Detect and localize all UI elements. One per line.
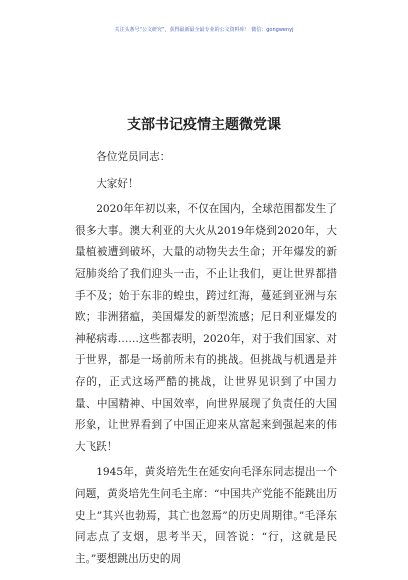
paragraph-2: 1945年，黄炎培先生在延安向毛泽东同志提出一个问题，黄炎培先生问毛主席：“中国共产党能不能跳出历史上”其兴也勃焉，其亡也忽焉”的历史周期律。”毛泽东同志点了支烟，思考半天，回答说：“行，这就是民主。”要想跳出历史的周 — [75, 466, 337, 565]
document-title: 支部书记疫情主题微党课 — [127, 117, 281, 133]
promo-banner[interactable]: 关注头条号“公文研究”，获得最新最全最专业的公文资料库！ 微信：gongwenyj — [114, 27, 294, 33]
greeting: 大家好！ — [96, 177, 139, 190]
paragraph-1: 2020年年初以来，不仅在国内，全球范围都发生了很多大事。澳大利亚的大火从2019年烧到2020年，大量植被遭到破坏，大量的动物失去生命；开年爆发的新冠肺炎给了我们迎头一击，不止让我们，更让世界都措手不及；始于东非的蝗虫，跨过红海，蔓延到亚洲与东欧；非洲猪瘟，美国爆发的新型流感；尼日利亚爆发的神秘病毒……这些都表明，2020年，对于我们国家、对于世界，都是一场前所未有的挑战。但挑战与机遇是并存的，正式这场严酷的挑战，让世界见识到了中国力量、中国精神、中国效率，向世界展现了负责任的大国形象，让世界看到了中国正迎来从富起来到强起来的伟大飞跃！ — [75, 203, 337, 453]
document-body — [75, 147, 337, 574]
salutation: 各位党员同志： — [96, 151, 171, 163]
